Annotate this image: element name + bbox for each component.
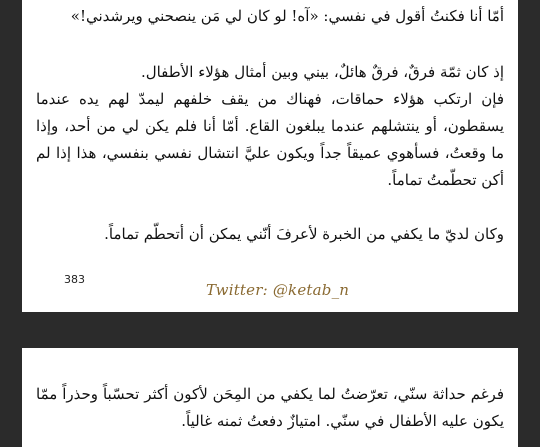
paragraph-4: وكان لديّ ما يكفي من الخبرة لأعرفَ أنّني يمكن أن أتحطّم تماماً. [104, 225, 504, 243]
paragraph-1: أمّا أنا فكنتُ أقول في نفسي: «آه! لو كان لي مَن ينصحني ويرشدني!» [70, 7, 504, 25]
book-page-top [22, 0, 518, 312]
twitter-watermark: Twitter: @ketab_n [206, 281, 350, 299]
page-number: 383 [64, 273, 85, 286]
paragraph-5: فرغم حداثة سنّي، تعرّضتُ لما يكفي من المِحَن لأكون أكثر تحسّباً وحذراً ممّا يكون عليه الأطفال في سنّي. امتيازٌ دفعتُ ثمنه غالياً. [36, 385, 504, 430]
paragraph-3: فإن ارتكب هؤلاء حماقات، فهناك من يقف خلفهم ليمدّ لهم يده عندما يسقطون، أو ينتشلهم عندما يبلغون القاع. أمّا أنا فلم يكن لي من أحد، وإذا ما وقعتُ، فسأهوي عميقاً جداً ويكون عليَّ انتشال نفسي بنفسي، هذا إذا لم أكن تحطّمتُ تماماً. [36, 90, 504, 189]
paragraph-2: إذ كان ثمّة فرقٌ، فرقٌ هائلٌ، بيني وبين أمثال هؤلاء الأطفال. [140, 63, 504, 81]
book-page-bottom [22, 348, 518, 447]
